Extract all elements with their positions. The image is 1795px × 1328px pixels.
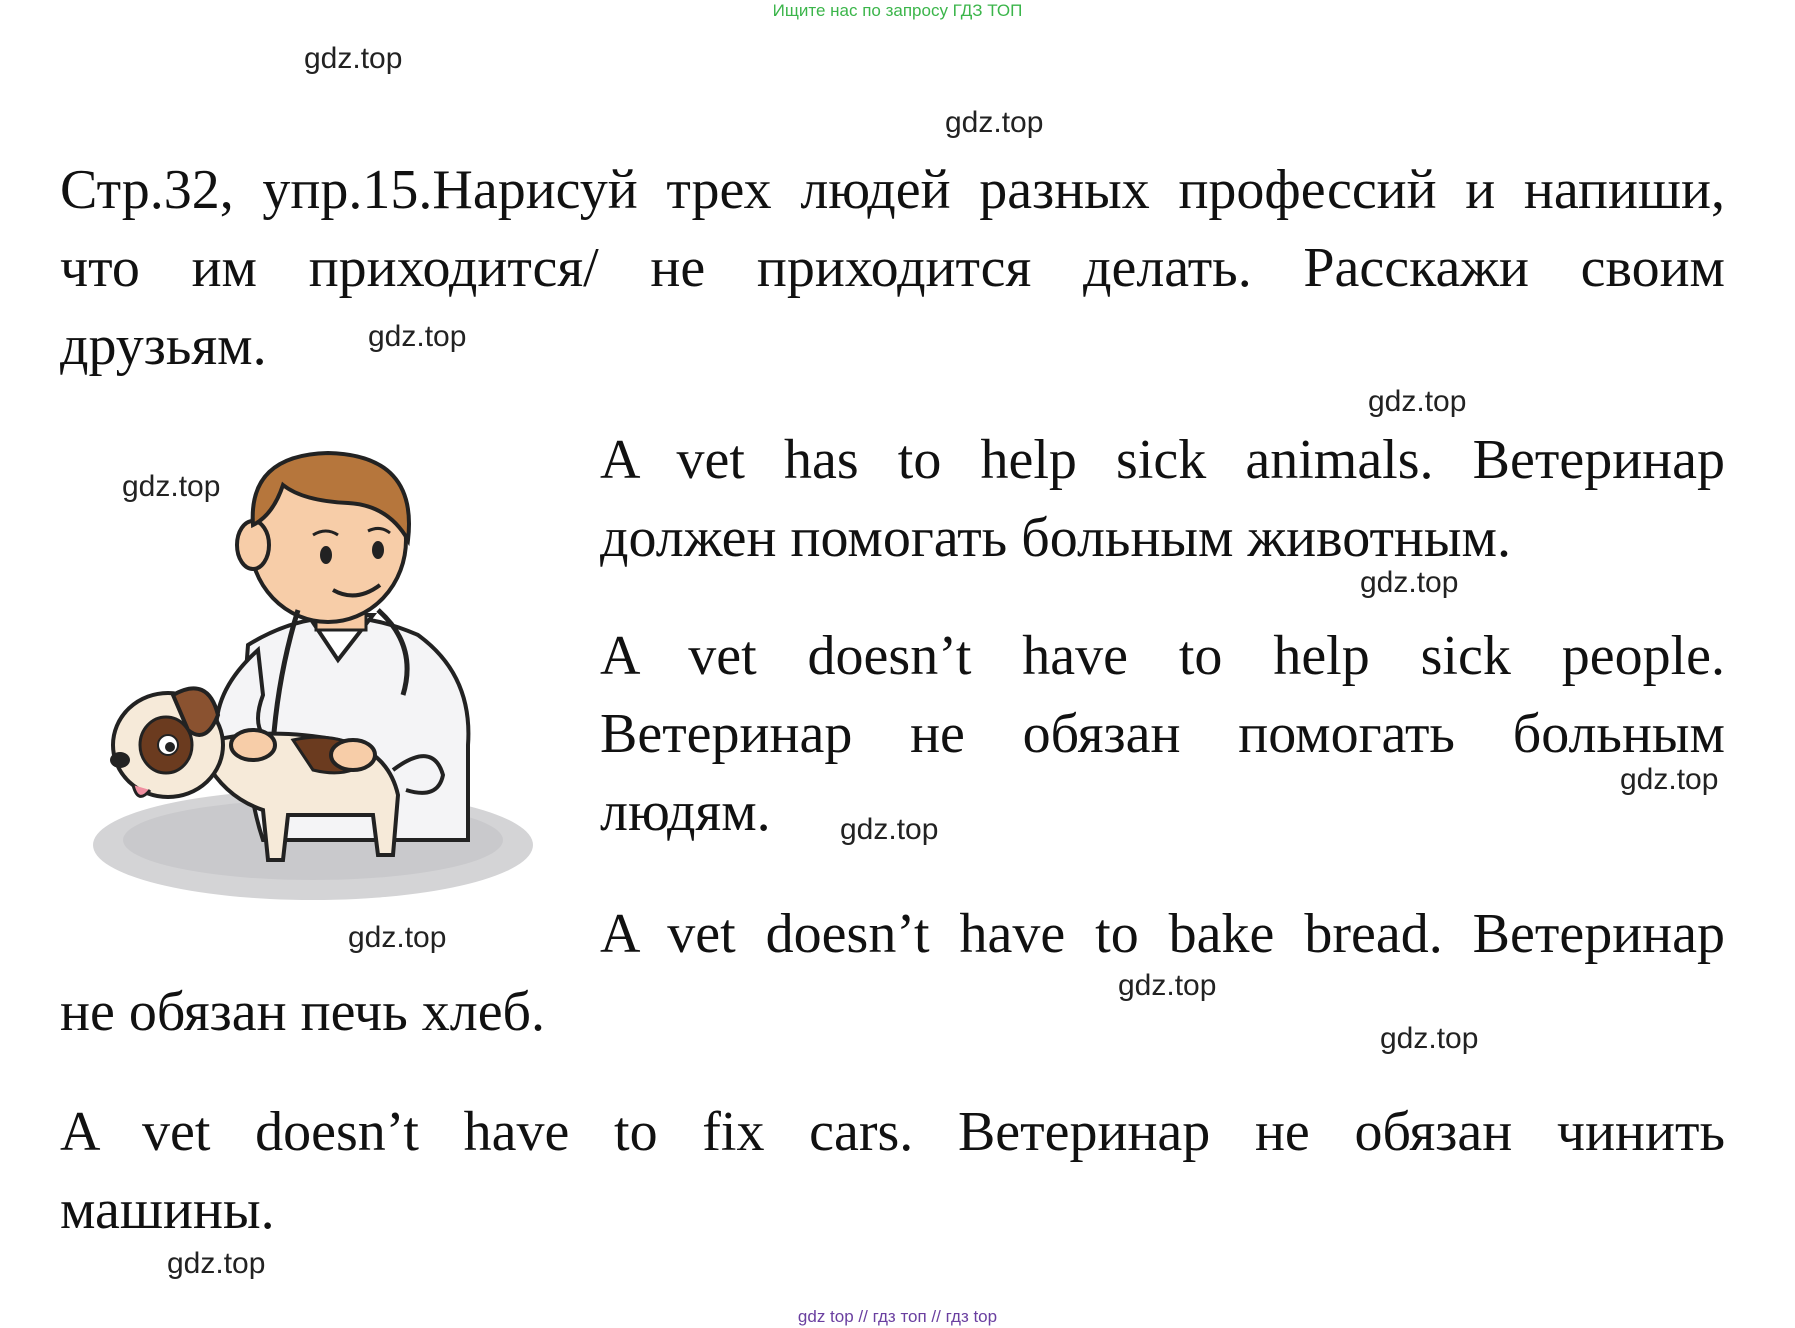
watermark: gdz.top (945, 106, 1044, 139)
answer-2-line-2: Ветеринар не обязан помогать больным (600, 703, 1725, 765)
footer (0, 1307, 1795, 1327)
top-banner (0, 0, 1795, 22)
watermark: gdz.top (1380, 1022, 1479, 1055)
answer-3-line-2: не обязан печь хлеб. (60, 981, 546, 1043)
answer-4-line-1: A vet doesn’t have to fix cars. Ветеринар не обязан чинить (60, 1101, 1725, 1163)
watermark: gdz.top (1118, 969, 1217, 1002)
watermark: gdz.top (122, 470, 221, 503)
vet-dog-illustration (88, 445, 538, 915)
answer-3-line-1: A vet doesn’t have to bake bread. Ветеринар (600, 903, 1725, 965)
watermark: gdz.top (348, 921, 447, 954)
watermark: gdz.top (304, 42, 403, 75)
watermark: gdz.top (1368, 385, 1467, 418)
banner-text: Ищите нас по запросу ГДЗ ТОП (772, 1, 1023, 20)
watermark: gdz.top (167, 1247, 266, 1280)
watermark: gdz.top (1620, 763, 1719, 796)
answer-2-line-3: людям. (600, 781, 771, 843)
answer-2-line-1: A vet doesn’t have to help sick people. (600, 625, 1725, 687)
task-line-2: что им приходится/ не приходится делать. Расскажи своим (60, 237, 1725, 299)
task-line-3: друзьям. (60, 315, 267, 377)
answer-1-line-1: A vet has to help sick animals. Ветеринар (600, 429, 1725, 491)
task-line-1: Стр.32, упр.15.Нарисуй трех людей разных профессий и напиши, (60, 159, 1725, 221)
watermark: gdz.top (1360, 566, 1459, 599)
watermark: gdz.top (840, 813, 939, 846)
watermark: gdz.top (368, 320, 467, 353)
answer-4-line-2: машины. (60, 1179, 275, 1241)
footer-text: gdz top // гдз топ // гдз top (797, 1307, 998, 1326)
answer-1-line-2: должен помогать больным животным. (600, 507, 1511, 569)
